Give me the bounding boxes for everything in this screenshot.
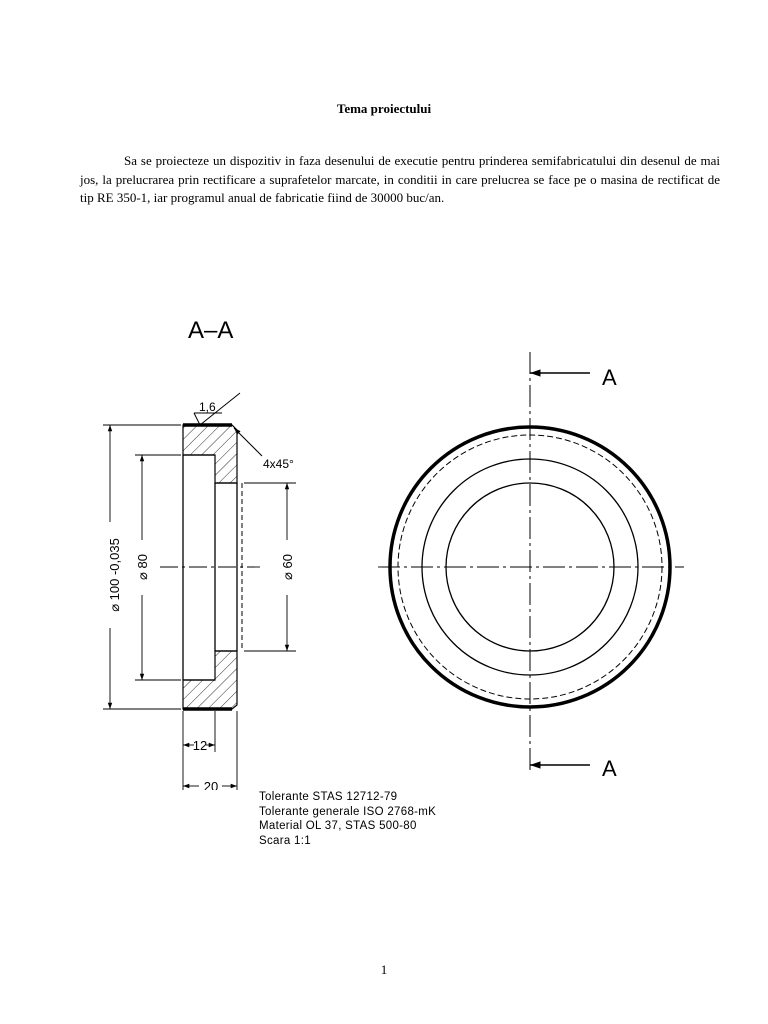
cut-label-bottom: A	[602, 756, 617, 781]
note-line: Tolerante STAS 12712-79	[259, 791, 398, 803]
chamfer-label: 4x45°	[263, 457, 294, 471]
section-view	[103, 317, 296, 790]
technical-drawing	[0, 300, 768, 790]
dim-bore-diameter: ⌀ 60	[280, 554, 295, 580]
cut-label-top: A	[602, 365, 617, 390]
note-line: Tolerante generale ISO 2768-mK	[259, 805, 437, 818]
note-line: Scara 1:1	[259, 834, 311, 847]
task-paragraph	[80, 152, 720, 208]
front-view	[378, 352, 684, 781]
chamfer-leader	[234, 428, 262, 456]
roughness-value: 1,6	[199, 400, 216, 414]
dimension-lines	[103, 425, 296, 790]
section-label: A–A	[188, 317, 234, 344]
page-title: Tema proiectului	[336, 101, 432, 116]
drawing-notes	[259, 790, 436, 848]
dim-outer-diameter: ⌀ 100 -0,035	[107, 538, 122, 612]
dim-width-12: 12	[192, 738, 208, 753]
part-profile	[183, 455, 237, 680]
note-line: Material OL 37, STAS 500-80	[259, 820, 417, 832]
dim-inner-diameter: ⌀ 80	[135, 554, 150, 580]
dim-width-20: 20	[203, 779, 219, 790]
page-number: 1	[380, 962, 388, 977]
task-text: Sa se proiecteze un dispozitiv in faza desenului de executie pentru prinderea semifabricatului din desenul de mai jos, la prelucrarea prin rectificare a suprafetelor marcate, in conditii in care prelucrea se face pe o masina de rectificat de tip RE 350-1, iar programul anual de fabricatie fiind de 30000 buc/an.	[80, 153, 720, 205]
